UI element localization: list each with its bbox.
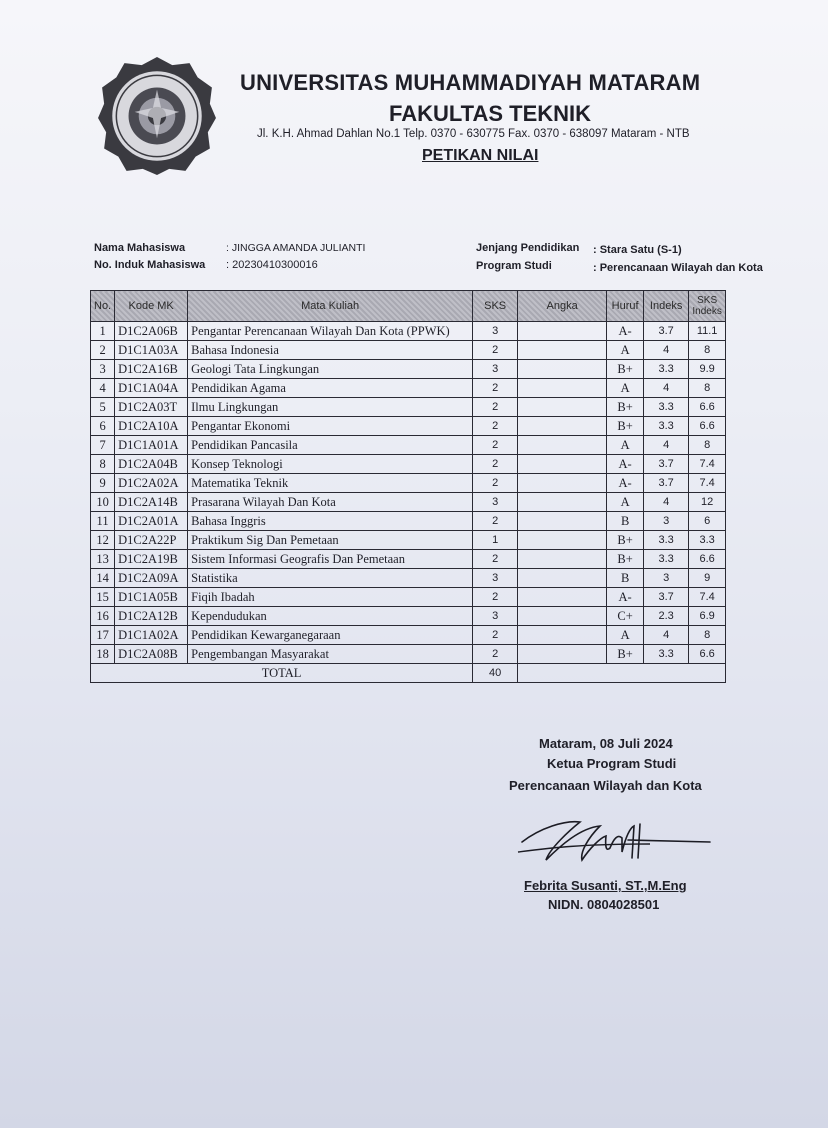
- course-name: Fiqih Ibadah: [188, 588, 473, 607]
- table-row: [91, 512, 726, 531]
- course-name: Prasarana Wilayah Dan Kota: [188, 493, 473, 512]
- letter-grade: B: [607, 569, 644, 588]
- row-number: 5: [91, 398, 115, 417]
- student-id-label: No. Induk Mahasiswa: [94, 259, 206, 271]
- letter-grade: A: [607, 626, 644, 645]
- course-name: Pengantar Perencanaan Wilayah Dan Kota (PPWK): [188, 322, 473, 341]
- table-header-row: [91, 291, 726, 322]
- course-name: Pendidikan Pancasila: [188, 436, 473, 455]
- row-number: 13: [91, 550, 115, 569]
- credit-index: 8: [689, 436, 726, 455]
- course-credits: 2: [473, 455, 518, 474]
- total-row: [91, 664, 726, 683]
- course-name: Geologi Tata Lingkungan: [188, 360, 473, 379]
- table-row: [91, 379, 726, 398]
- credit-index: 7.4: [689, 588, 726, 607]
- course-code: D1C2A19B: [115, 550, 188, 569]
- header-course-name: Mata Kuliah: [188, 291, 473, 322]
- score-number: [518, 417, 607, 436]
- table-row: [91, 607, 726, 626]
- row-number: 16: [91, 607, 115, 626]
- letter-grade: B+: [607, 645, 644, 664]
- grade-index: 4: [644, 341, 689, 360]
- header-letter-grade: Huruf: [607, 291, 644, 322]
- study-program-value: : Perencanaan Wilayah dan Kota: [593, 262, 763, 274]
- education-level-value: : Stara Satu (S-1): [593, 244, 682, 256]
- credit-index: 7.4: [689, 474, 726, 493]
- header-credits: SKS: [473, 291, 518, 322]
- course-name: Sistem Informasi Geografis Dan Pemetaan: [188, 550, 473, 569]
- course-name: Kependudukan: [188, 607, 473, 626]
- row-number: 10: [91, 493, 115, 512]
- letter-grade: A-: [607, 455, 644, 474]
- student-name-label: Nama Mahasiswa: [94, 242, 186, 254]
- row-number: 1: [91, 322, 115, 341]
- course-code: D1C2A09A: [115, 569, 188, 588]
- course-code: D1C2A06B: [115, 322, 188, 341]
- table-row: [91, 626, 726, 645]
- course-name: Matematika Teknik: [188, 474, 473, 493]
- course-name: Pengantar Ekonomi: [188, 417, 473, 436]
- grade-index: 4: [644, 493, 689, 512]
- credit-index: 3.3: [689, 531, 726, 550]
- credit-index: 6.6: [689, 645, 726, 664]
- table-row: [91, 455, 726, 474]
- row-number: 2: [91, 341, 115, 360]
- university-name: UNIVERSITAS MUHAMMADIYAH MATARAM: [240, 70, 701, 95]
- row-number: 3: [91, 360, 115, 379]
- letter-grade: B+: [607, 417, 644, 436]
- letter-grade: A-: [607, 474, 644, 493]
- course-credits: 2: [473, 550, 518, 569]
- grade-index: 3.7: [644, 455, 689, 474]
- letter-grade: A: [607, 379, 644, 398]
- header-credit-index: SKS Indeks: [689, 291, 726, 322]
- total-empty-cell: [518, 664, 726, 683]
- study-program-label: Program Studi: [476, 260, 552, 272]
- table-row: [91, 417, 726, 436]
- row-number: 8: [91, 455, 115, 474]
- score-number: [518, 474, 607, 493]
- grade-index: 3.3: [644, 360, 689, 379]
- credit-index: 8: [689, 379, 726, 398]
- credit-index: 11.1: [689, 322, 726, 341]
- score-number: [518, 341, 607, 360]
- row-number: 17: [91, 626, 115, 645]
- course-credits: 3: [473, 493, 518, 512]
- grade-index: 3.7: [644, 322, 689, 341]
- grade-index: 3.3: [644, 398, 689, 417]
- table-row: [91, 645, 726, 664]
- row-number: 4: [91, 379, 115, 398]
- course-code: D1C2A01A: [115, 512, 188, 531]
- letter-grade: B+: [607, 550, 644, 569]
- course-credits: 3: [473, 607, 518, 626]
- row-number: 14: [91, 569, 115, 588]
- letter-grade: C+: [607, 607, 644, 626]
- course-credits: 1: [473, 531, 518, 550]
- grade-index: 3.3: [644, 550, 689, 569]
- grade-index: 3: [644, 512, 689, 531]
- course-credits: 2: [473, 341, 518, 360]
- student-name-value: : JINGGA AMANDA JULIANTI: [226, 242, 366, 254]
- course-code: D1C1A05B: [115, 588, 188, 607]
- course-code: D1C2A08B: [115, 645, 188, 664]
- course-code: D1C1A02A: [115, 626, 188, 645]
- score-number: [518, 626, 607, 645]
- course-code: D1C1A01A: [115, 436, 188, 455]
- row-number: 12: [91, 531, 115, 550]
- signer-nidn: NIDN. 0804028501: [548, 897, 660, 912]
- grade-index: 3.3: [644, 417, 689, 436]
- total-label: TOTAL: [91, 664, 473, 683]
- score-number: [518, 588, 607, 607]
- letter-grade: A-: [607, 588, 644, 607]
- letter-grade: B+: [607, 360, 644, 379]
- table-row: [91, 474, 726, 493]
- score-number: [518, 493, 607, 512]
- course-name: Bahasa Indonesia: [188, 341, 473, 360]
- course-code: D1C2A10A: [115, 417, 188, 436]
- credit-index: 9.9: [689, 360, 726, 379]
- place-date: Mataram, 08 Juli 2024: [539, 736, 673, 751]
- faculty-name: FAKULTAS TEKNIK: [388, 101, 592, 126]
- course-credits: 2: [473, 474, 518, 493]
- course-code: D1C2A12B: [115, 607, 188, 626]
- grades-table: [90, 290, 726, 683]
- score-number: [518, 569, 607, 588]
- table-row: [91, 569, 726, 588]
- document-title: PETIKAN NILAI: [422, 147, 539, 164]
- grade-index: 4: [644, 379, 689, 398]
- score-number: [518, 512, 607, 531]
- score-number: [518, 398, 607, 417]
- credit-index: 6.6: [689, 398, 726, 417]
- course-name: Pendidikan Kewarganegaraan: [188, 626, 473, 645]
- letter-grade: B: [607, 512, 644, 531]
- grade-index: 4: [644, 626, 689, 645]
- letter-grade: A-: [607, 322, 644, 341]
- table-row: [91, 550, 726, 569]
- course-code: D1C1A04A: [115, 379, 188, 398]
- table-row: [91, 398, 726, 417]
- header-no: No.: [91, 291, 115, 322]
- table-row: [91, 531, 726, 550]
- course-code: D1C2A02A: [115, 474, 188, 493]
- education-level-label: Jenjang Pendidikan: [476, 242, 580, 254]
- row-number: 15: [91, 588, 115, 607]
- score-number: [518, 607, 607, 626]
- score-number: [518, 531, 607, 550]
- row-number: 11: [91, 512, 115, 531]
- credit-index: 6.6: [689, 550, 726, 569]
- letter-grade: A: [607, 341, 644, 360]
- course-code: D1C2A04B: [115, 455, 188, 474]
- score-number: [518, 322, 607, 341]
- signer-department: Perencanaan Wilayah dan Kota: [509, 778, 702, 793]
- score-number: [518, 455, 607, 474]
- course-credits: 2: [473, 417, 518, 436]
- grade-index: 3.7: [644, 474, 689, 493]
- row-number: 18: [91, 645, 115, 664]
- course-code: D1C2A22P: [115, 531, 188, 550]
- university-address: Jl. K.H. Ahmad Dahlan No.1 Telp. 0370 - 630775 Fax. 0370 - 638097 Mataram - NTB: [257, 128, 690, 140]
- row-number: 9: [91, 474, 115, 493]
- credit-index: 6.6: [689, 417, 726, 436]
- course-credits: 2: [473, 645, 518, 664]
- student-id-value: : 20230410300016: [226, 259, 318, 271]
- grade-index: 3: [644, 569, 689, 588]
- course-credits: 3: [473, 360, 518, 379]
- score-number: [518, 436, 607, 455]
- credit-index: 12: [689, 493, 726, 512]
- course-credits: 2: [473, 379, 518, 398]
- table-row: [91, 493, 726, 512]
- grade-index: 4: [644, 436, 689, 455]
- grade-index: 3.7: [644, 588, 689, 607]
- header-score-number: Angka: [518, 291, 607, 322]
- course-credits: 2: [473, 626, 518, 645]
- score-number: [518, 645, 607, 664]
- handwritten-signature-icon: [510, 808, 720, 878]
- course-credits: 3: [473, 569, 518, 588]
- course-credits: 2: [473, 512, 518, 531]
- course-name: Pengembangan Masyarakat: [188, 645, 473, 664]
- table-row: [91, 588, 726, 607]
- total-credits: 40: [473, 664, 518, 683]
- credit-index: 6.9: [689, 607, 726, 626]
- course-credits: 2: [473, 588, 518, 607]
- letter-grade: B+: [607, 531, 644, 550]
- course-name: Statistika: [188, 569, 473, 588]
- course-code: D1C1A03A: [115, 341, 188, 360]
- course-code: D1C2A16B: [115, 360, 188, 379]
- credit-index: 8: [689, 626, 726, 645]
- course-credits: 2: [473, 398, 518, 417]
- grade-index: 3.3: [644, 645, 689, 664]
- course-name: Ilmu Lingkungan: [188, 398, 473, 417]
- letter-grade: A: [607, 436, 644, 455]
- credit-index: 8: [689, 341, 726, 360]
- credit-index: 7.4: [689, 455, 726, 474]
- row-number: 7: [91, 436, 115, 455]
- table-row: [91, 436, 726, 455]
- course-credits: 2: [473, 436, 518, 455]
- course-name: Konsep Teknologi: [188, 455, 473, 474]
- course-credits: 3: [473, 322, 518, 341]
- header-course-code: Kode MK: [115, 291, 188, 322]
- course-code: D1C2A14B: [115, 493, 188, 512]
- course-name: Pendidikan Agama: [188, 379, 473, 398]
- grade-index: 3.3: [644, 531, 689, 550]
- letter-grade: A: [607, 493, 644, 512]
- header-grade-index: Indeks: [644, 291, 689, 322]
- signer-position: Ketua Program Studi: [547, 756, 677, 771]
- signer-name: Febrita Susanti, ST.,M.Eng: [524, 878, 687, 893]
- table-row: [91, 360, 726, 379]
- credit-index: 6: [689, 512, 726, 531]
- course-code: D1C2A03T: [115, 398, 188, 417]
- score-number: [518, 379, 607, 398]
- table-row: [91, 322, 726, 341]
- credit-index: 9: [689, 569, 726, 588]
- course-name: Bahasa Inggris: [188, 512, 473, 531]
- table-row: [91, 341, 726, 360]
- grade-index: 2.3: [644, 607, 689, 626]
- row-number: 6: [91, 417, 115, 436]
- score-number: [518, 360, 607, 379]
- course-name: Praktikum Sig Dan Pemetaan: [188, 531, 473, 550]
- letter-grade: B+: [607, 398, 644, 417]
- score-number: [518, 550, 607, 569]
